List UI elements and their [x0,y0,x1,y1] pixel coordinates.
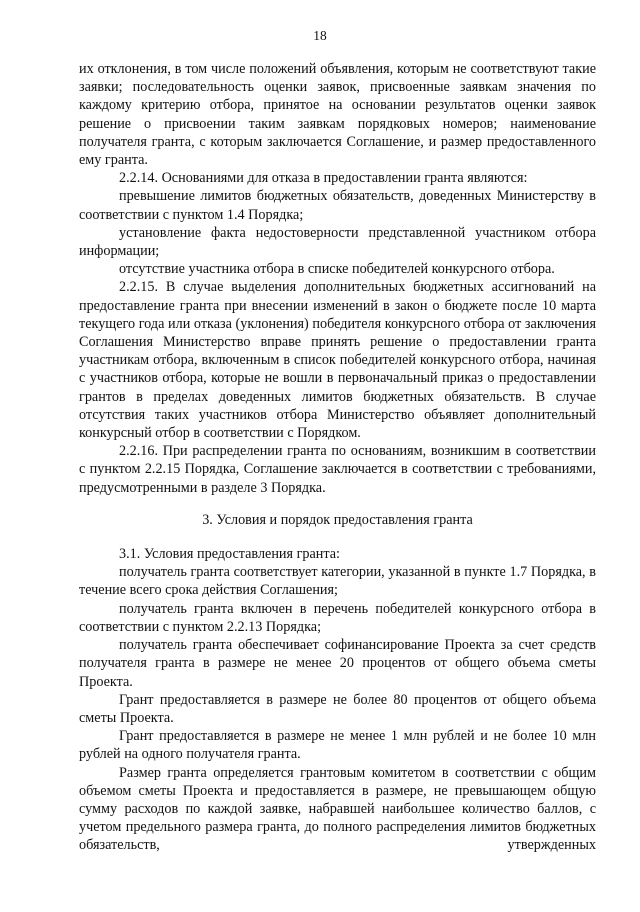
document-body [79,60,596,855]
paragraph-refusal-limits: превышение лимитов бюджетных обязательств, доведенных Министерству в соответствии с пунктом 1.4 Порядка; [79,188,596,223]
paragraph-2-2-14: 2.2.14. Основаниями для отказа в предоставлении гранта являются: [119,170,528,187]
paragraph-condition-cofinancing: получатель гранта обеспечивает софинансирование Проекта за счет средств получателя гранта в размере не менее 20 процентов от общего объема сметы Проекта. [79,637,596,690]
paragraph-grant-amount-range: Грант предоставляется в размере не менее 1 млн рублей и не более 10 млн рублей на одного получателя гранта. [79,728,596,763]
paragraph-2-2-16: 2.2.16. При распределении гранта по основаниям, возникшим в соответствии с пунктом 2.2.15 Порядка, Соглашение заключается в соответствии с требованиями, предусмотренными в разделе 3 Порядка. [79,443,596,496]
section-heading: 3. Условия и порядок предоставления гранта [202,511,473,528]
paragraph-refusal-falsity: установление факта недостоверности представленной участником отбора информации; [79,224,596,260]
paragraph-condition-category: получатель гранта соответствует категории, указанной в пункте 1.7 Порядка, в течение всего срока действия Соглашения; [79,564,596,599]
paragraph-refusal-absence: отсутствие участника отбора в списке победителей конкурсного отбора. [119,261,555,278]
paragraph-continuation: их отклонения, в том числе положений объявления, которым не соответствуют такие заявки; последовательность оценки заявок, присвоенные заявкам значения по каждому критерию отбора, принятое на основании результатов оценки заявок решение о присвоении таким заявкам порядковых номеров; наименование получателя гранта, с которым заключается Соглашение, и размер предоставленного ему гранта. [79,61,596,169]
paragraph-condition-winners: получатель гранта включен в перечень победителей конкурсного отбора в соответствии с пунктом 2.2.13 Порядка; [79,600,596,635]
paragraph-grant-max-percent: Грант предоставляется в размере не более 80 процентов от общего объема сметы Проекта. [79,691,596,726]
paragraph-3-1: 3.1. Условия предоставления гранта: [119,546,340,563]
paragraph-2-2-15: 2.2.15. В случае выделения дополнительных бюджетных ассигнований на предоставление гранта при внесении изменений в закон о бюджете после 10 марта текущего года или отказа (уклонения) победителя конкурсного отбора от заключения Соглашения Министерство вправе принять решение о предоставлении гранта участникам отбора, включенным в список победителей конкурсного отбора, начиная с участников отбора, которые не вошли в первоначальный приказ о предоставлении грантов в пределах доведенных лимитов бюджетных обязательств. В случае отсутствия таких участников отбора Министерство объявляет дополнительный конкурсный отбор в соответствии с Порядком. [79,279,596,442]
paragraph-grant-size: Размер гранта определяется грантовым комитетом в соответствии с общим объемом сметы Проекта и предоставляется в размере, не превышающем общую сумму расходов по каждой заявке, набравшей наибольшее количество баллов, с учетом предельного размера гранта, до полного распределения лимитов бюджетных обязательств, утвержденных [79,764,596,854]
page-number: 18 [313,28,327,43]
